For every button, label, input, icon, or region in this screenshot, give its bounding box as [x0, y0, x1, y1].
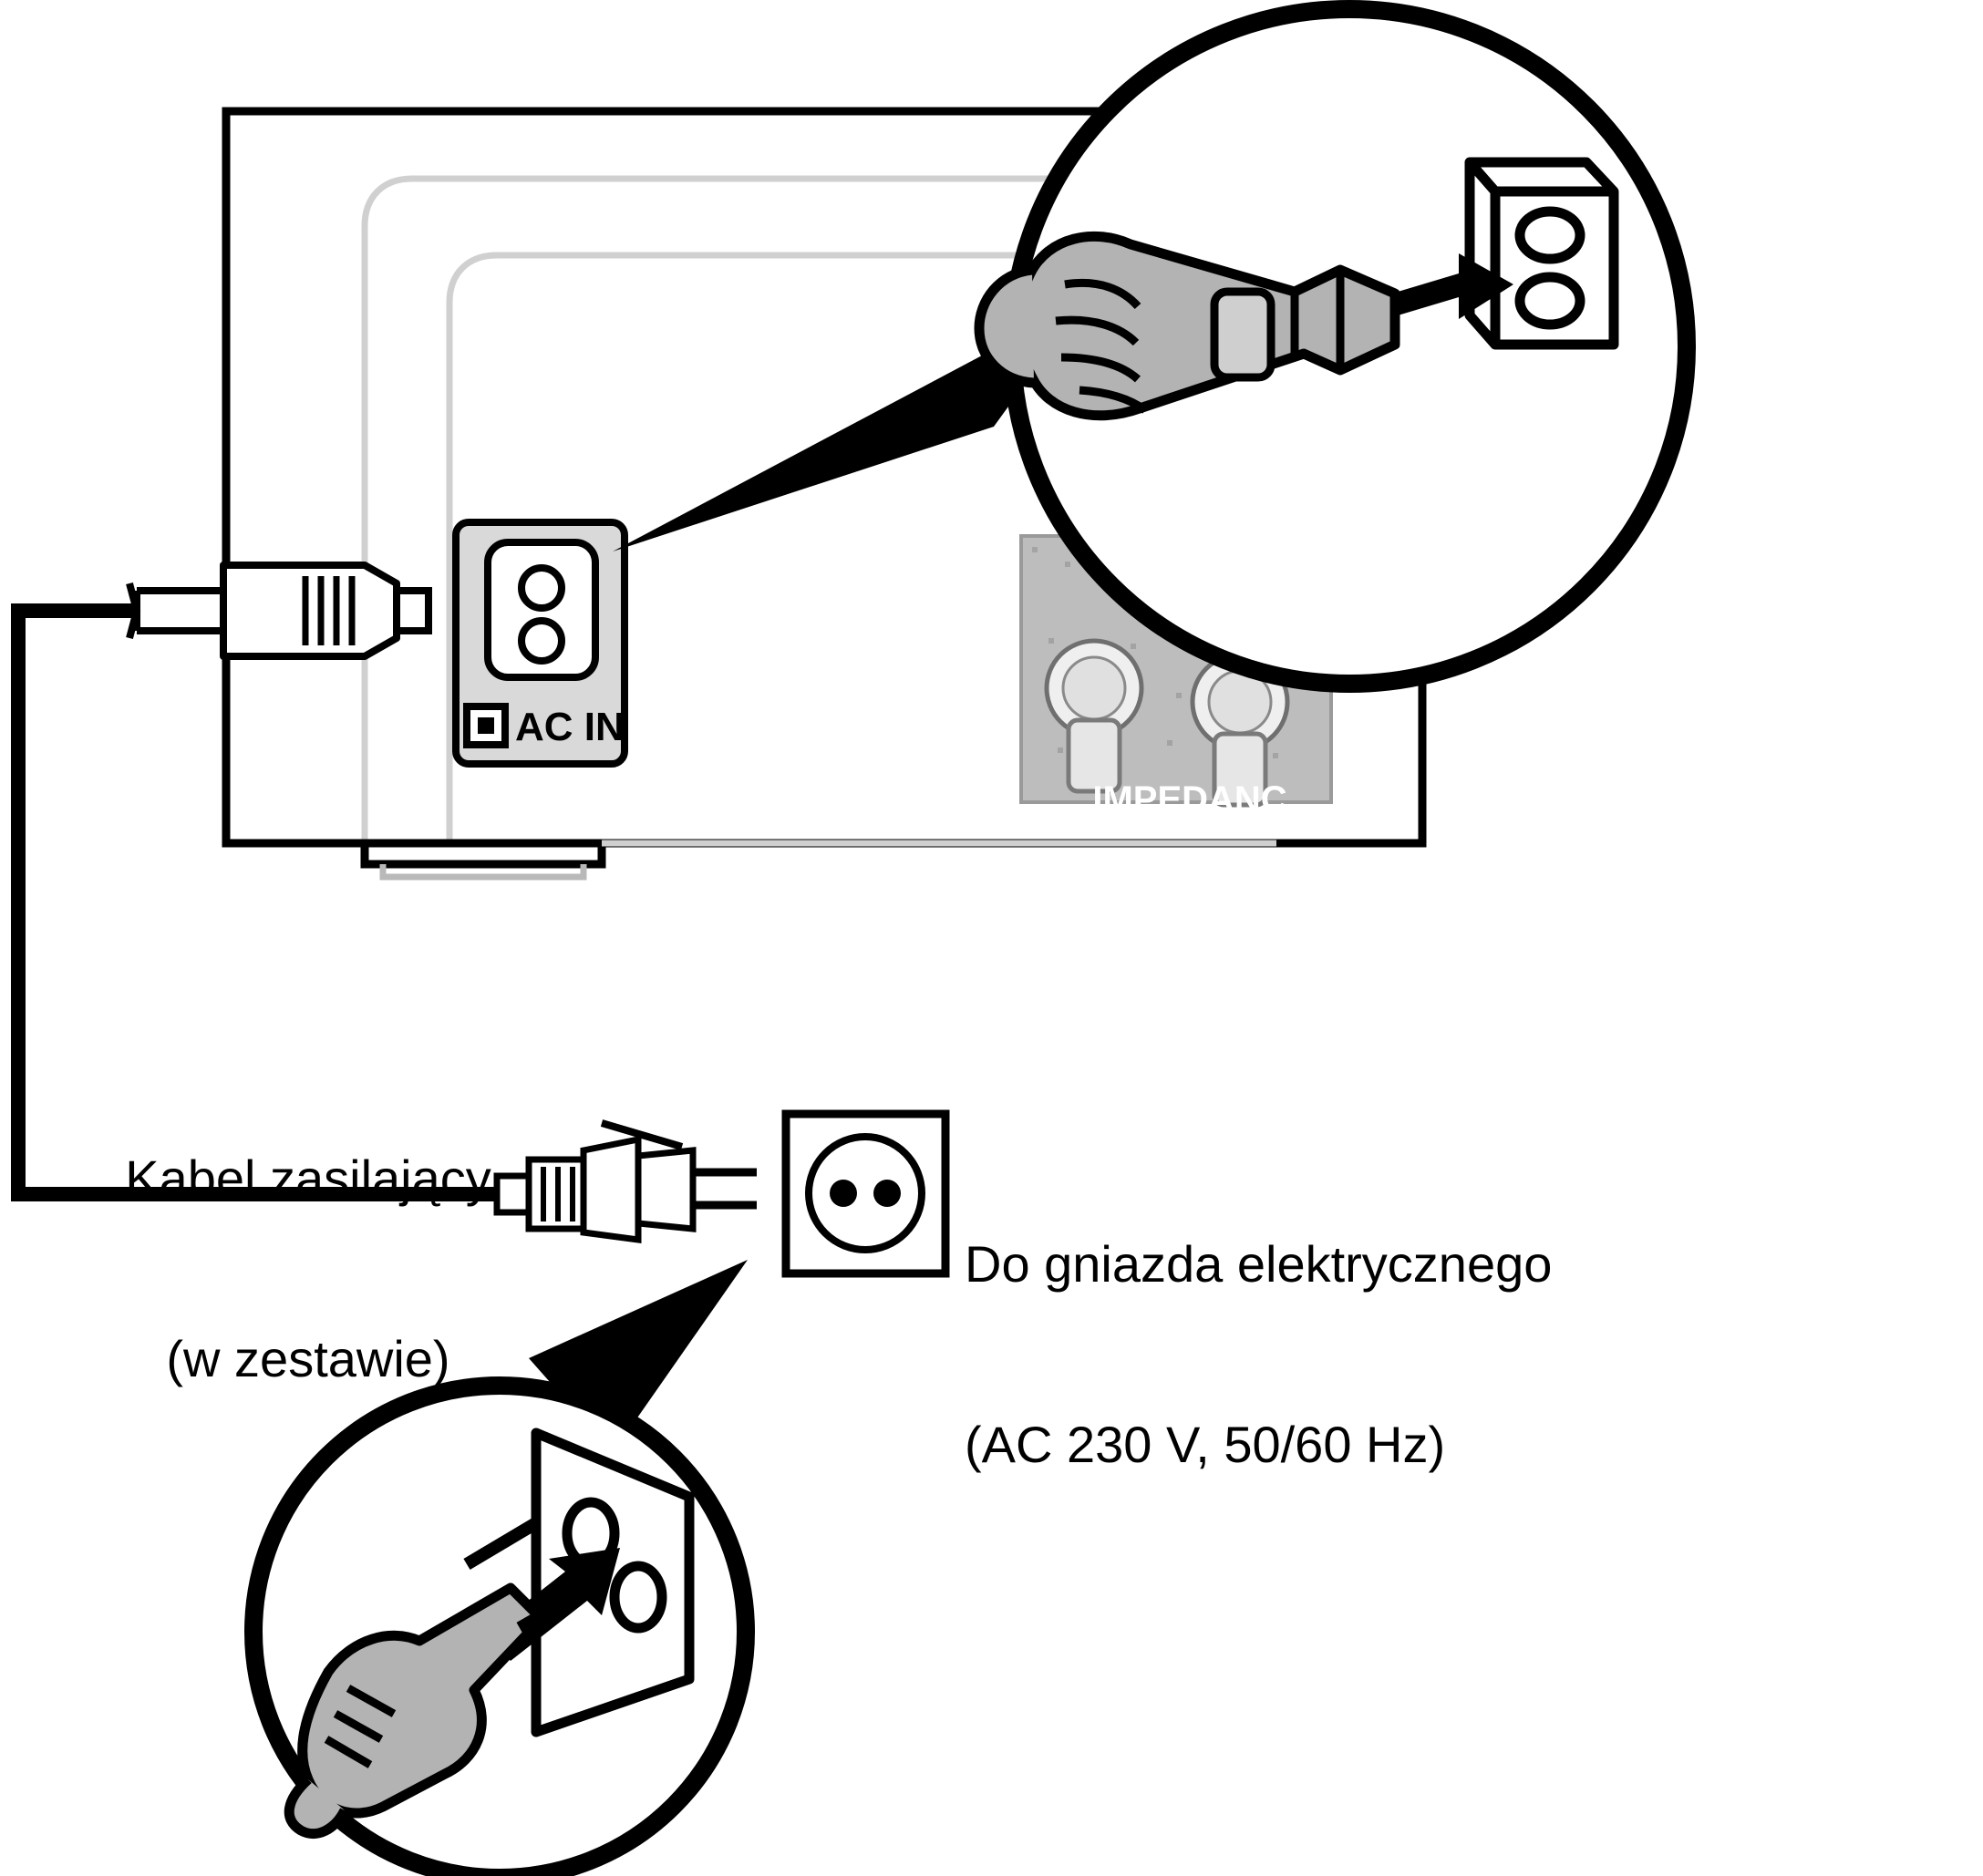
ac-in-label: AC IN — [515, 705, 625, 749]
power-cord-label — [80, 1028, 536, 1510]
outlet-label — [965, 1114, 1552, 1596]
device-cable-connector — [129, 565, 429, 656]
outlet-label-line2: (AC 230 V, 50/60 Hz) — [965, 1416, 1446, 1474]
ac-in-panel — [456, 522, 625, 764]
power-cord-label-line2: (w zestawie) — [166, 1330, 450, 1388]
wall-outlet-icon — [786, 1114, 945, 1273]
power-cord-label-line1: Kabel zasilający — [125, 1149, 491, 1208]
outlet-label-line1: Do gniazda elektrycznego — [965, 1235, 1553, 1294]
inlet-socket-detail — [1470, 162, 1614, 345]
impedance-label: IMPEDANC — [1092, 779, 1287, 819]
